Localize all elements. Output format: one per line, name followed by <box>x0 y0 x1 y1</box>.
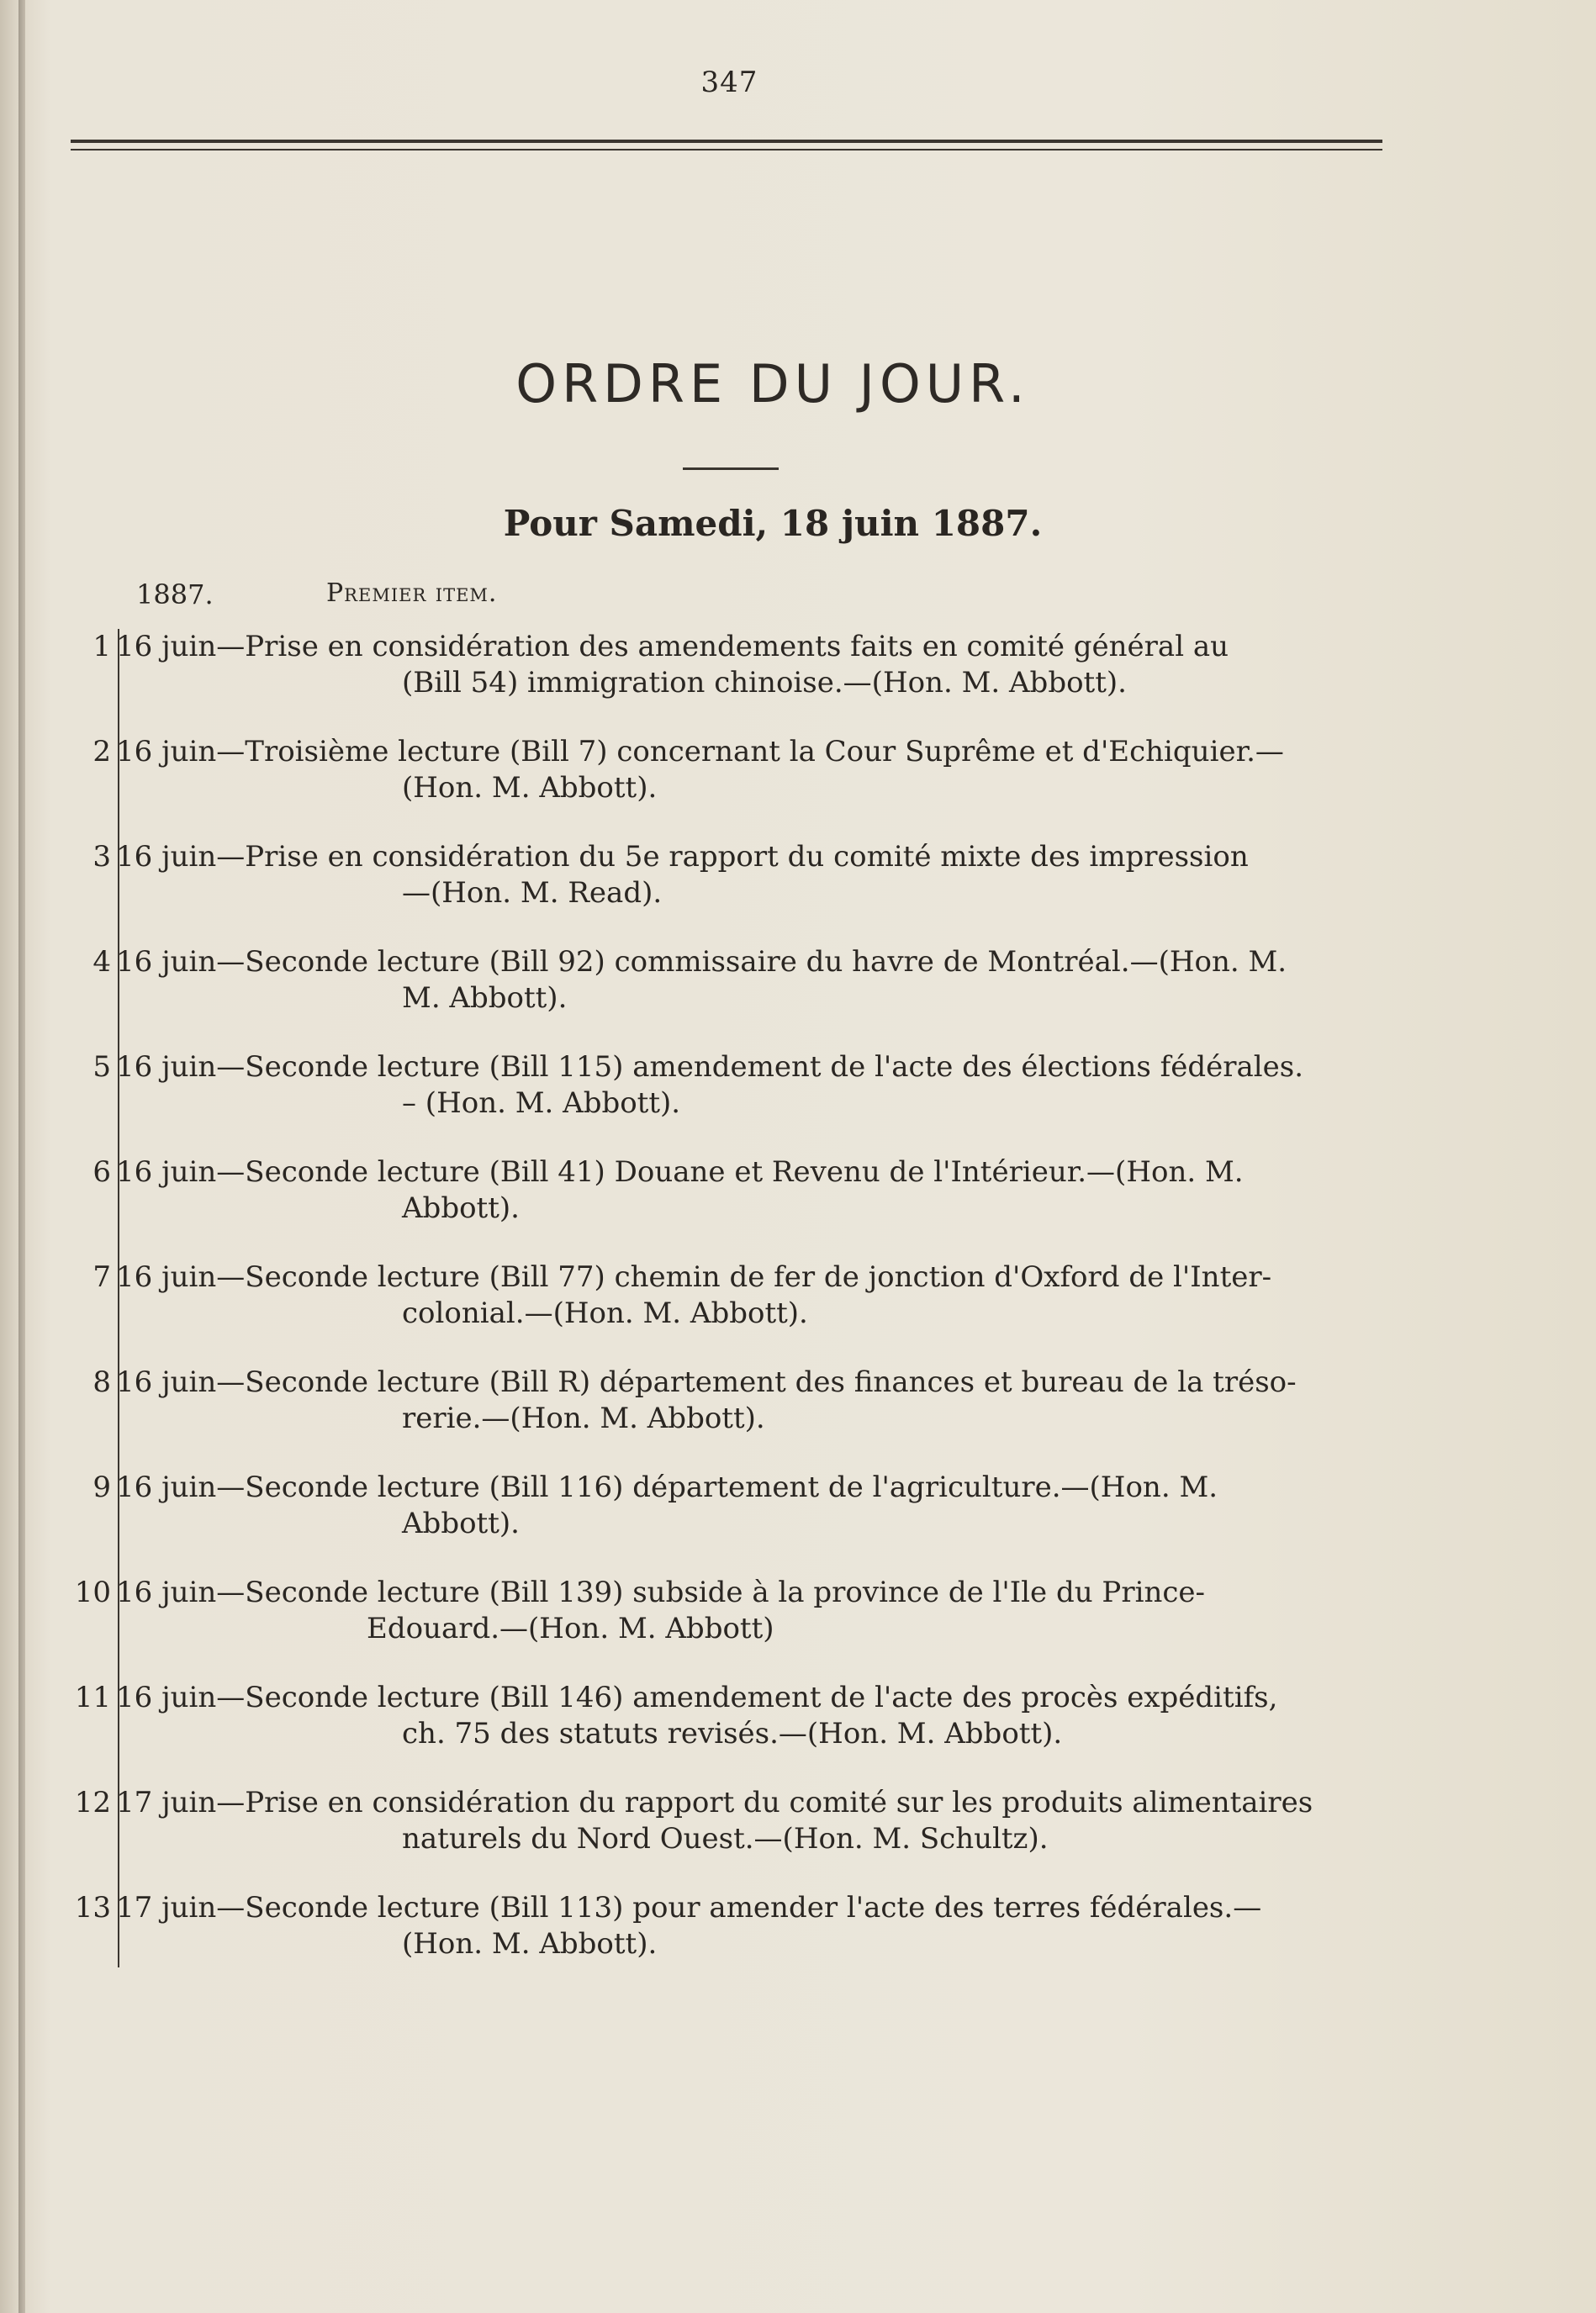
header-rule-thin <box>71 149 1382 151</box>
page-title: ORDRE DU JOUR. <box>515 353 1030 415</box>
item-text-line1: 17 juin—Prise en considération du rapport du comité sur les produits alimentaires <box>116 1786 1313 1819</box>
header-rule-thick <box>71 140 1382 143</box>
item-number: 5 <box>92 1050 111 1084</box>
item-text-line1: 16 juin—Seconde lecture (Bill 77) chemin de fer de jonction d'Oxford de l'Inter- <box>116 1260 1272 1294</box>
item-text-line1: 16 juin—Seconde lecture (Bill 146) amendement de l'acte des procès expéditifs, <box>116 1681 1278 1714</box>
item-text-line2: (Hon. M. Abbott). <box>402 771 658 805</box>
item-number: 3 <box>92 840 111 874</box>
item-text-line1: 16 juin—Seconde lecture (Bill 116) département de l'agriculture.—(Hon. M. <box>116 1471 1218 1504</box>
item-number: 2 <box>92 735 111 768</box>
date-subtitle: Pour Samedi, 18 juin 1887. <box>503 503 1043 544</box>
item-number: 9 <box>92 1471 111 1504</box>
item-text-line2: naturels du Nord Ouest.—(Hon. M. Schultz). <box>402 1822 1049 1856</box>
item-text-line2: (Bill 54) immigration chinoise.—(Hon. M. Abbott). <box>402 666 1127 700</box>
title-divider <box>683 467 779 470</box>
item-text-line2: – (Hon. M. Abbott). <box>402 1086 681 1120</box>
item-number: 13 <box>74 1891 111 1925</box>
year-header: 1887. <box>136 578 214 610</box>
item-text-line1: 16 juin—Seconde lecture (Bill R) département des finances et bureau de la tréso- <box>116 1365 1297 1399</box>
item-text-line1: 16 juin—Seconde lecture (Bill 92) commissaire du havre de Montréal.—(Hon. M. <box>116 945 1287 979</box>
page-number: 347 <box>700 66 758 99</box>
item-text-line2: M. Abbott). <box>402 981 568 1015</box>
item-text-line2: (Hon. M. Abbott). <box>402 1927 658 1961</box>
item-number: 7 <box>92 1260 111 1294</box>
number-column-rule <box>118 629 119 1967</box>
item-text-line2: ch. 75 des statuts revisés.—(Hon. M. Abbott). <box>402 1717 1063 1751</box>
item-text-line1: 16 juin—Seconde lecture (Bill 41) Douane et Revenu de l'Intérieur.—(Hon. M. <box>116 1155 1244 1189</box>
item-text-line1: 16 juin—Troisième lecture (Bill 7) concernant la Cour Suprême et d'Echiquier.— <box>116 735 1284 768</box>
item-number: 4 <box>92 945 111 979</box>
item-number: 8 <box>92 1365 111 1399</box>
binding-edge <box>18 0 25 2313</box>
item-number: 1 <box>92 630 111 663</box>
item-text-line2: rerie.—(Hon. M. Abbott). <box>402 1402 765 1435</box>
item-number: 6 <box>92 1155 111 1189</box>
item-text-line1: 16 juin—Seconde lecture (Bill 115) amendement de l'acte des élections fédérales. <box>116 1050 1304 1084</box>
item-number: 11 <box>74 1681 111 1714</box>
item-number: 10 <box>74 1576 111 1609</box>
item-text-line1: 16 juin—Prise en considération du 5e rapport du comité mixte des impression <box>116 840 1249 874</box>
item-text-line1: 16 juin—Seconde lecture (Bill 139) subside à la province de l'Ile du Prince- <box>116 1576 1205 1609</box>
item-text-line1: 17 juin—Seconde lecture (Bill 113) pour amender l'acte des terres fédérales.— <box>116 1891 1262 1925</box>
item-text-line1: 16 juin—Prise en considération des amendements faits en comité général au <box>116 630 1229 663</box>
item-text-line2: colonial.—(Hon. M. Abbott). <box>402 1296 808 1330</box>
item-text-line2: Abbott). <box>402 1507 520 1540</box>
item-text-line2: Edouard.—(Hon. M. Abbott) <box>367 1612 774 1645</box>
item-text-line2: Abbott). <box>402 1191 520 1225</box>
item-header: Premier item. <box>326 578 498 608</box>
item-text-line2: —(Hon. M. Read). <box>402 876 663 910</box>
item-number: 12 <box>74 1786 111 1819</box>
